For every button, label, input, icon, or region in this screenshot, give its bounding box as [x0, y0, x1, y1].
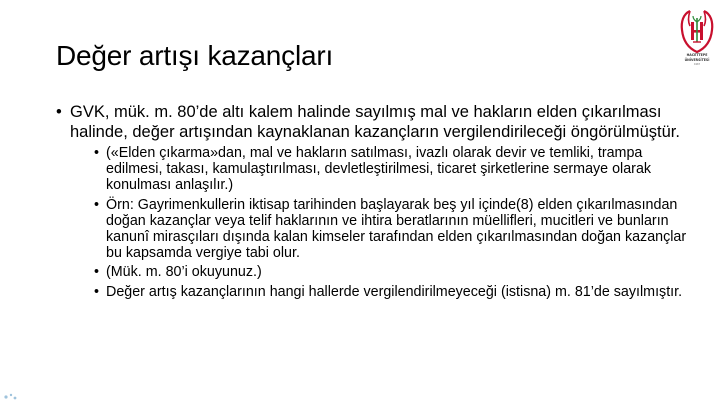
sub-bullet-text: Örn: Gayrimenkullerin iktisap tarihinden başlayarak beş yıl içinde(8) elden çıkarılmasından doğan kazançlar veya telif haklarının ve ihtira beratlarının müellifleri, mucitleri ve bunların kanunî mirasçıları dışında kalan kimseler tarafından elden çıkarılmasından doğan kazançlar bu kapsamda vergiye tabi olur.	[106, 196, 687, 262]
sub-bullet	[94, 197, 696, 262]
bullet-list	[56, 102, 696, 300]
sub-bullet	[94, 264, 696, 280]
university-logo	[678, 8, 716, 68]
main-bullet-text: GVK, mük. m. 80’de altı kalem halinde sayılmış mal ve hakların elden çıkarılması halinde, değer artışından kaynaklanan kazançların vergilendirileceği öngörülmüştür.	[70, 103, 680, 141]
bullet-icon: •	[94, 264, 100, 281]
logo-text-line1: HACETTEPE	[686, 53, 708, 57]
bullet-icon: •	[56, 103, 62, 121]
logo-text-line2: ÜNİVERSİTESİ	[684, 58, 710, 62]
bullet-icon: •	[94, 283, 100, 300]
sub-bullet	[94, 284, 696, 300]
logo-text-line3: 1967	[693, 63, 701, 66]
main-bullet	[56, 102, 696, 300]
sub-bullet-list	[94, 145, 696, 300]
slide-title: Değer artışı kazançları	[56, 40, 334, 71]
sub-bullet-text: («Elden çıkarma»dan, mal ve hakların satılması, ivazlı olarak devir ve temliki, trampa edilmesi, takası, kamulaştırılması, devletleştirilmesi, ticaret şirketlerine sermaye olarak konulması anlaşılır.)	[106, 145, 652, 194]
logo-emblem-icon	[678, 8, 716, 54]
bullet-icon: •	[94, 145, 100, 161]
slide-navigation-icon[interactable]	[3, 390, 19, 402]
sub-bullet-text: (Mük. m. 80’i okuyunuz.)	[106, 264, 262, 281]
sub-bullet	[94, 145, 696, 194]
slide-body	[56, 102, 696, 303]
sub-bullet-text: Değer artış kazançlarının hangi hallerde vergilendirilmeyeceği (istisna) m. 81’de sayılmıştır.	[106, 283, 683, 300]
bullet-icon: •	[94, 196, 100, 213]
